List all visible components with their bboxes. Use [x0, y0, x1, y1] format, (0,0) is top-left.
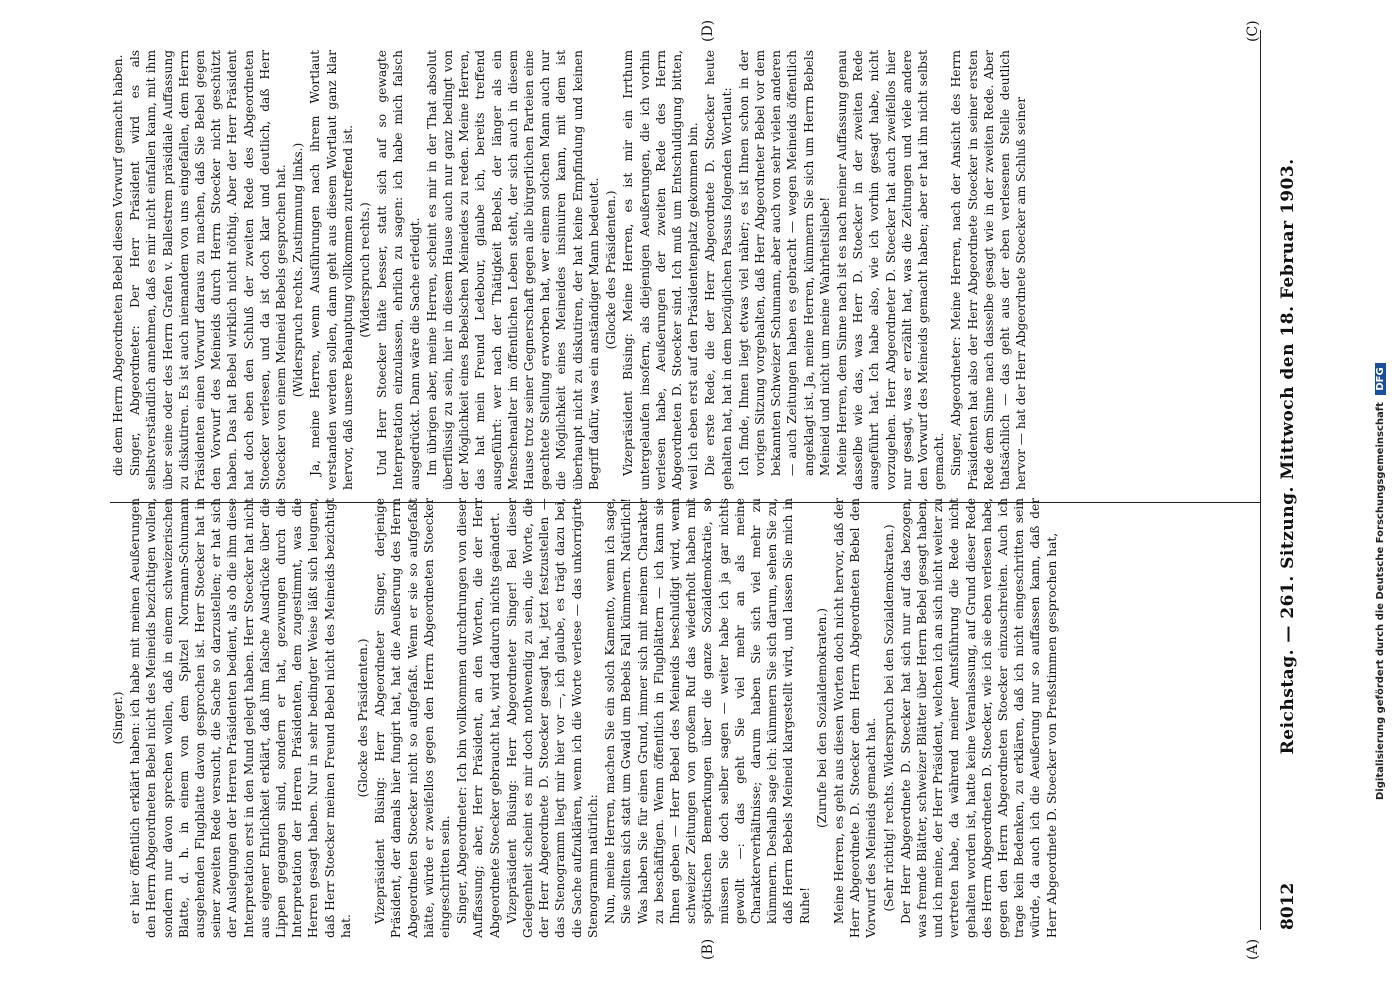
margin-marker-d: (D): [700, 19, 716, 42]
paragraph: Meine Herren, es geht aus diesen Worten doch nicht hervor, daß der Herr Abgeordnete D. Stoecker dem Herrn Abgeordneten Bebel den Vorwurf des Meineids gemacht hat.: [831, 498, 879, 938]
stage-direction: (Singer.): [111, 691, 125, 745]
column-separator: [110, 502, 1260, 503]
paragraph: Im übrigen aber, meine Herren, scheint es mir in der That absolut überflüssig zu sein, hier in diesem Hause auch nur ganz bedingt von der Möglichkeit eines Bebelschen Meineides zu reden. Meine Herren, das hat mein Freund Ledebour, glaube ich, bereits treffend ausgeführt: wer nach der Thätigkeit Bebels, der länger als ein Menschenalter im öffentlichen Leben steht, der sich auch in diesem Hause trotz seiner Gegnerschaft gegen alle bürgerlichen Parteien eine geachtete Stellung erworben hat, wer einem solchen Mann auch nur die Möglichkeit eines Meineides insinuiren kann, mit dem ist überhaupt nicht zu diskutiren, der hat keine Empfindung und keinen Begriff dafür, was ein anständiger Mann bedeutet.: [424, 50, 601, 490]
stage-direction: (Widerspruch rechts. Zustimmung links.): [291, 142, 306, 398]
paragraph: Vizepräsident Büsing: Meine Herren, es ist mir ein Irrthum untergelaufen insofern, als diejenigen Aeußerungen, die ich vorhin verlesen habe, Aeußerungen der zweiten Rede des Herrn Abgeordneten D. Stoecker sind. Ich muß um Entschuldigung bitten, weil ich eben erst auf den Präsidentenplatz gekommen bin.: [621, 50, 701, 490]
paragraph: Die erste Rede, die der Herr Abgeordnete D. Stoecker heute gehalten hat, hat in dem bezüglichen Passus folgenden Wortlaut:: [703, 50, 734, 490]
paragraph: Und Herr Stoecker thäte besser, statt sich auf so gewagte Interpretation einzulassen, ehrlich zu sagen: ich habe mich falsch ausgedrückt. Dann wäre die Sache erledigt.: [375, 50, 422, 490]
paragraph: Ich finde, Ihnen liegt etwas viel näher; es ist Ihnen schon in der vorigen Sitzung vorgehalten, daß Herr Abgeordneter Bebel vor dem bekannten Schweizer Schumann, aber auch von sehr vielen anderen — auch Zeitungen haben es gebracht — wegen Meineids öffentlich angeklagt ist. Ja, meine Herren, kümmern Sie sich um Herrn Bebels Meineid und nicht um meine Wahrheitsliebe!: [736, 50, 832, 476]
header-rule: [1260, 30, 1261, 930]
paragraph: Singer, Abgeordneter: Ich bin vollkommen durchdrungen von dieser Auffassung; aber, Herr Präsident, an den Worten, die der Herr Abgeordnete Stoecker gebraucht hat, wird dadurch nichts geändert.: [455, 498, 502, 938]
paragraph: Singer, Abgeordneter: Meine Herren, nach der Ansicht des Herrn Präsidenten hat also der Herr Abgeordnete Stoecker in seiner ersten Rede dem Sinne nach dasselbe gesagt wie in der zweiten Rede. Aber thatsächlich — das geht aus der eben verlesenen Stelle deutlich hervor — hat der Herr Abgeordnete Stoecker am Schluß seiner: [949, 50, 1029, 490]
paragraph: Singer, Abgeordneter: Der Herr Präsident wird es als selbstverständlich annehmen, daß es mir nicht einfallen kann, mit ihm über seine oder des Herrn Grafen v. Ballestrem präsidiale Auffassung zu diskutiren. Es ist auch niemandem von uns eingefallen, dem Herrn Präsidenten einen Vorwurf daraus zu machen, daß Sie Bebel gegen den Vorwurf des Meineids durch Herrn Stoecker nicht geschützt haben. Das hat Bebel wirklich nicht nöthig. Aber der Herr Präsident hat doch eben den Schluß der zweiten Rede des Abgeordneten Stoecker verlesen, und da ist doch klar und deutlich, daß Herr Stoecker von einem Meineid Bebels gesprochen hat.: [128, 50, 289, 490]
paragraph: die dem Herrn Abgeordneten Bebel diesen Vorwurf gemacht haben.: [111, 54, 125, 476]
dfg-logo: DFG: [1375, 363, 1386, 394]
paragraph: Vizepräsident Büsing: Herr Abgeordneter Singer! Bei dieser Gelegenheit scheint es mir doch nothwendig zu sein, die Worte, die der Herr Abgeordnete D. Stoecker gesagt hat, jetzt festzustellen — das Stenogramm liegt mir hier vor —, ich glaube, es trägt dazu bei, die Sache aufzuklären, wenn ich die Worte verlese — das unkorrigirte Stenogramm natürlich:: [504, 498, 600, 938]
stage-direction: (Glocke des Präsidenten.): [356, 638, 371, 798]
paragraph: Ja, meine Herren, wenn Ausführungen nach ihrem Wortlaut verstanden werden sollen, dann geht aus diesem Wortlaut ganz klar hervor, daß unsere Behauptung vollkommen zutreffend ist.: [308, 50, 355, 490]
stage-direction: (Glocke des Präsidenten.): [604, 190, 619, 350]
margin-marker-b: (B): [700, 938, 716, 960]
stage-direction: (Sehr richtig! rechts. Widerspruch bei den Sozialdemokraten.): [881, 524, 896, 912]
paragraph: er hier öffentlich erklärt haben: ich habe mit meinen Aeußerungen den Herrn Abgeordneten Bebel nicht des Meineids bezichtigen wollen, sondern nur davon sprechen wollen, daß in einem schweizerischen Blatte, d. h. in einem von dem Spitzel Normann-Schumann ausgehenden Flugblatte davon gesprochen ist. Herr Stoecker hat in seiner zweiten Rede versucht, die Sache so darzustellen; er hat sich der Auslegungen der Herren Präsidenten bedient, als ob die ihm diese Interpretation erst in den Mund gelegt haben. Herr Stoecker hat nicht aus eigener Ehrlichkeit erklärt, daß ihm falsche Ausdrücke über die Lippen gegangen sind, sondern er hat, gezwungen durch die Interpretation der Herren Präsidenten, dem zugestimmt, was die Herren gesagt haben. Nur in sehr bedingter Weise läßt sich leugnen, daß Herr Stoecker meinen Freund Bebel nicht des Meineids bezichtigt hat.: [128, 498, 353, 938]
stage-direction: (Widerspruch rechts.): [358, 202, 373, 338]
paragraph: Vizepräsident Büsing: Herr Abgeordneter Singer, derjenige Präsident, der damals hier fungirt hat, hat die Aeußerung des Herrn Abgeordneten Stoecker nicht so aufgefaßt. Wenn er sie so aufgefaßt hätte, würde er zweifellos gegen den Herrn Abgeordneten Stoecker eingeschritten sein.: [373, 498, 453, 938]
paragraph: Meine Herren, dem Sinne nach ist es nach meiner Auffassung genau dasselbe wie das, was Herr D. Stoecker in der zweiten Rede ausgeführt hat. Ich habe also, wie ich vorhin gesagt habe, nicht vorzugehen. Herr Abgeordneter D. Stoecker hat auch zweifellos hier nur gesagt, was er erzählt hat, was die Zeitungen und viele andere den Vorwurf des Meineids gemacht haben; aber er hat ihn nicht selbst gemacht.: [834, 50, 947, 490]
left-column: [110, 498, 1260, 938]
margin-marker-a: (A): [1245, 938, 1261, 960]
stage-direction: (Zurufe bei den Sozialdemokraten.): [814, 608, 829, 829]
paragraph: Der Herr Abgeordnete D. Stoecker hat sich nur auf das bezogen, was fremde Blätter, schweizer Blätter über Herrn Bebel gesagt haben, und ich meine, der Herr Präsident, welchen ich an sich nicht weiter zu vertreten habe, da während meiner Amtsführung die Rede nicht gehalten worden ist, hatte keine Veranlassung, auf Grund dieser Rede des Herrn Abgeordneten D. Stoecker, wie ich sie eben verlesen habe, gegen den Herrn Abgeordneten Stoecker einzuschreiten. Auch ich trage kein Bedenken, zu erklären, daß ich nicht eingeschritten sein würde, da auch ich die Aeußerung nur so auffassen kann, daß der Herr Abgeordnete D. Stoecker von Preßstimmen gesprochen hat,: [898, 498, 1059, 938]
page-number: 8012: [1278, 882, 1298, 930]
digitization-credit: [1375, 363, 1386, 800]
right-column: [110, 50, 1260, 490]
session-title: Reichstag. — 261. Sitzung. Mittwoch den 18. Februar 1903.: [1278, 158, 1298, 755]
credit-text: Digitalisierung gefördert durch die Deutsche Forschungsgemeinschaft: [1375, 402, 1386, 800]
page-header: [1268, 30, 1298, 930]
paragraph: Nun, meine Herren, machen Sie ein solch Kamento, wenn ich sage, Sie sollten sich statt um Gwald um Bebels Fall kümmern. Natürlich! Was haben Sie für einen Grund, immer sich mit meinem Charakter zu beschäftigen. Wenn öffentlich in Flugblättern — ich kann sie Ihnen geben — Herr Bebel des Meineids beschuldigt wird, wenn schweizer Zeitungen von großem Ruf das wiederholt haben mit spöttischen Bemerkungen über die ganze Sozialdemokratie, so müssen Sie doch selber sagen — weiter habe ich ja gar nichts gewollt —: das geht Sie viel mehr an als meine Charakterverhältnisse; darum haben Sie sich viel mehr zu kümmern. Deshalb sage ich: kümmern Sie sich darum, sehen Sie zu, daß Herrn Bebels Meineid klargestellt wird, und lassen Sie mich in Ruhe!: [603, 498, 812, 924]
margin-marker-c: (C): [1245, 20, 1261, 42]
